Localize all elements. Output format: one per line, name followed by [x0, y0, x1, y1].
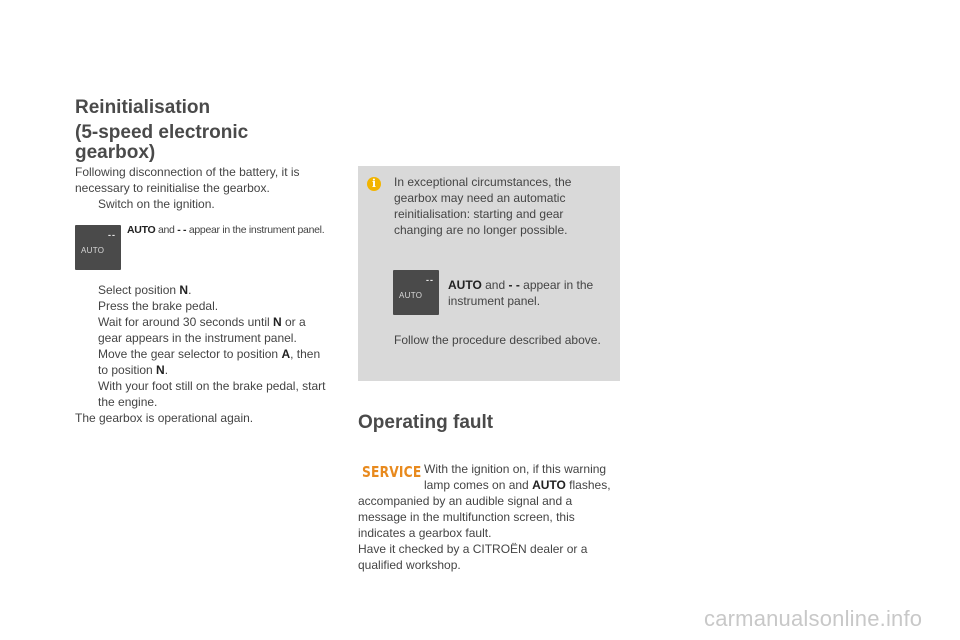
intro-text — [75, 164, 345, 212]
fault-text: With the ignition on, if this warning lamp comes on and AUTO flashes, accompanied by an audible signal and a message in the multifunction screen, this indicates a gearbox fault. Have it checked by a CITROËN dealer or a qualified workshop. — [358, 462, 611, 572]
step-select-n: Select position N. — [98, 283, 192, 297]
info-box — [358, 166, 620, 381]
section-heading-operating-fault: Operating fault — [358, 412, 494, 433]
instrument-panel-image — [75, 225, 121, 270]
info-follow-text: Follow the procedure described above. — [394, 333, 601, 347]
section-heading-reinitialisation: Reinitialisation — [75, 97, 211, 118]
info-icon: i — [367, 177, 381, 191]
step-switch-on: Switch on the ignition. — [98, 197, 215, 211]
step-wait: Wait for around 30 seconds until N or a gear appears in the instrument panel. — [98, 315, 306, 345]
intro-line-1: Following disconnection of the battery, it is — [75, 165, 300, 179]
panel-caption: AUTO and - - appear in the instrument panel. — [127, 224, 325, 236]
steps-list — [75, 282, 345, 426]
watermark-text[interactable]: carmanualsonline.info — [704, 606, 923, 631]
step-start-engine: With your foot still on the brake pedal, start the engine. — [98, 379, 326, 409]
panel-auto-text: AUTO — [81, 246, 105, 255]
closing-text: The gearbox is operational again. — [75, 411, 254, 425]
service-warning-lamp-icon: SERVICE — [362, 463, 422, 481]
panel-auto-text: AUTO — [399, 291, 423, 300]
step-move-selector: Move the gear selector to position A, then to position N. — [98, 347, 321, 377]
info-instrument-panel-image — [393, 270, 439, 315]
step-press-brake: Press the brake pedal. — [98, 299, 219, 313]
info-text: In exceptional circumstances, the gearbox may need an automatic reinitialisation: starting and gear changing are no longer possible. — [394, 175, 572, 237]
section-subheading-line1: (5-speed electronic — [75, 122, 249, 143]
panel-dash-text: -- — [426, 275, 434, 285]
intro-line-2: necessary to reinitialise the gearbox. — [75, 181, 270, 195]
panel-dash-text: -- — [108, 230, 116, 240]
info-panel-caption: AUTO and - - appear in the instrument panel. — [448, 278, 594, 308]
section-subheading-line2: gearbox) — [75, 142, 156, 163]
